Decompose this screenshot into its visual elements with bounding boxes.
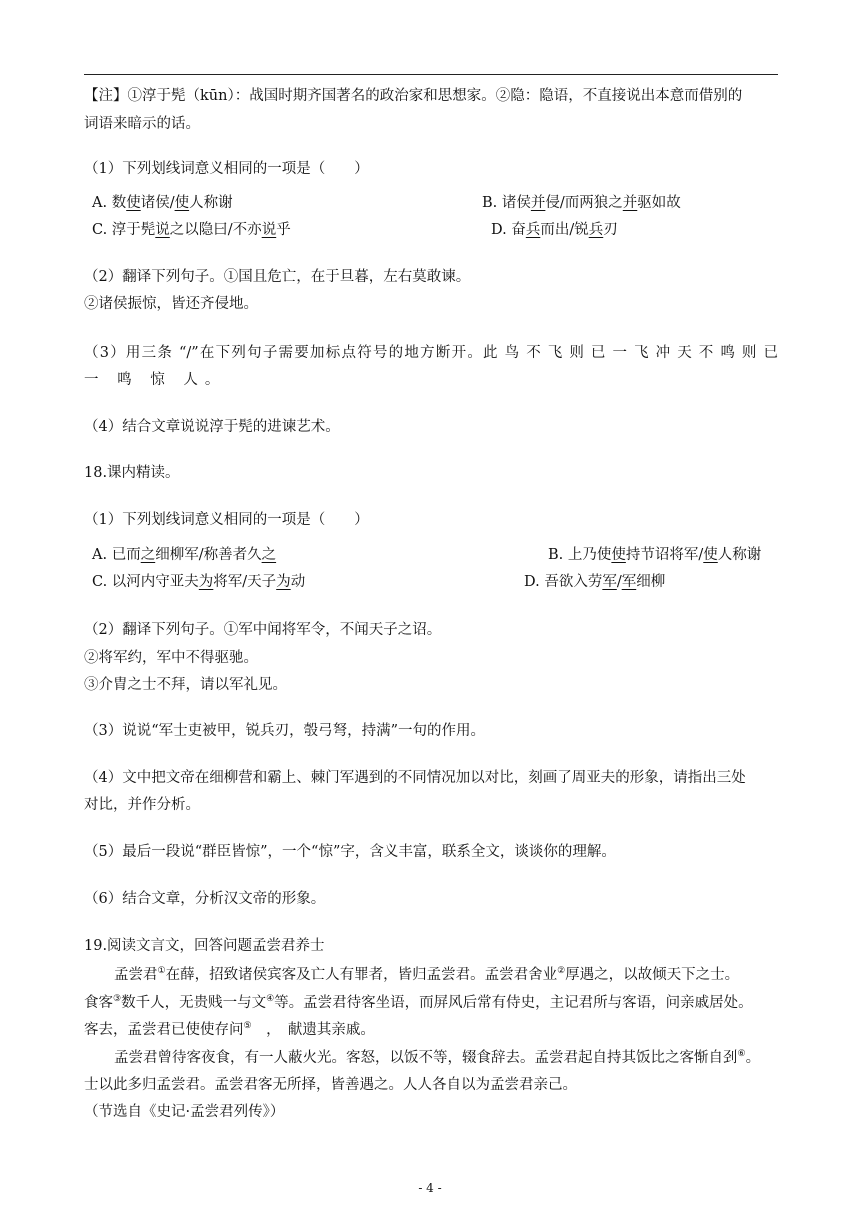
underlined-word: 之 <box>140 547 156 563</box>
page-number: - 4 - <box>418 1181 442 1195</box>
q18-p2-line-3: ③介胄之士不拜，请以军礼见。 <box>84 677 287 693</box>
q18-p4-line-1: （4）文中把文帝在细柳营和霸上、棘门军遇到的不同情况加以对比，刻画了周亚夫的形象，请指出三处 <box>84 770 746 786</box>
underlined-word: 为 <box>198 574 214 590</box>
q17-option-d[interactable]: D. 奋兵而出/锐兵刃 <box>491 222 618 238</box>
q18-option-c[interactable]: C. 以河内守亚夫为将军/天子为动 <box>92 574 306 590</box>
underlined-word: 并 <box>530 195 546 211</box>
underlined-word: 兵 <box>525 222 541 238</box>
q18-p2-line-1: （2）翻译下列句子。①军中闻将军令，不闻天子之诏。 <box>84 622 442 638</box>
q17-p3-line-2: 一 鸣 惊 人。 <box>84 372 227 388</box>
footnote-marker: ④ <box>266 994 275 1004</box>
q17-p1-stem: （1）下列划线词意义相同的一项是（ ） <box>84 161 369 177</box>
underlined-word: 使 <box>703 547 718 563</box>
q18-title: 18.课内精读。 <box>84 465 180 481</box>
q19-para1-line-1: 孟尝君①在薛，招致诸侯宾客及亡人有罪者，皆归孟尝君。孟尝君舍业②厚遇之，以故倾天下之士。 <box>114 966 740 983</box>
header-rule <box>84 74 778 75</box>
q17-p3-line-1: （3）用三条 “/”在下列句子需要加标点符号的地方断开。此 鸟 不 飞 则 已 一 飞 冲 天 不 鸣 则 已 <box>84 345 778 361</box>
underlined-word: 兵 <box>588 222 604 238</box>
q18-option-d[interactable]: D. 吾欲入劳军/军细柳 <box>524 574 666 590</box>
q18-p5: （5）最后一段说“群臣皆惊”，一个“惊”字，含义丰富，联系全文，谈谈你的理解。 <box>84 844 616 860</box>
footnote-marker: ② <box>557 966 566 976</box>
q17-p2-line-1: （2）翻译下列句子。①国且危亡，在于旦暮，左右莫敢谏。 <box>84 269 471 285</box>
q19-para1-line-2: 食客③数千人，无贵贱一与文④等。孟尝君待客坐语，而屏风后常有侍史，主记君所与客语，问亲戚居处。 <box>84 994 753 1011</box>
footnote-marker: ⑤ <box>243 1021 252 1031</box>
q17-p2-line-2: ②诸侯振惊，皆还齐侵地。 <box>84 296 258 312</box>
q18-option-b[interactable]: B. 上乃使使持节诏将军/使人称谢 <box>548 547 762 563</box>
underlined-word: 使 <box>611 547 626 563</box>
q19-para2-line-2: 士以此多归孟尝君。孟尝君客无所择，皆善遇之。人人各自以为孟尝君亲己。 <box>84 1077 577 1093</box>
q19-source: （节选自《史记·孟尝君列传》） <box>84 1104 285 1120</box>
q17-option-a[interactable]: A. 数使诸侯/使人称谢 <box>92 195 233 211</box>
footnote-marker: ③ <box>113 994 122 1004</box>
underlined-word: 之 <box>261 547 277 563</box>
q18-p4-line-2: 对比，并作分析。 <box>84 797 200 813</box>
underlined-word: 说 <box>155 222 170 238</box>
q19-para2-line-1: 孟尝君曾待客夜食，有一人蔽火光。客怒，以饭不等，辍食辞去。孟尝君起自持其饭比之客惭自刭⑥。 <box>114 1049 761 1066</box>
underlined-word: 军 <box>602 574 617 590</box>
underlined-word: 为 <box>276 574 291 590</box>
underlined-word: 使 <box>174 195 190 211</box>
q18-option-a[interactable]: A. 已而之细柳军/称善者久之 <box>92 547 277 563</box>
footnote-marker: ⑥ <box>737 1049 746 1059</box>
note-line-1: 【注】①淳于髡（kūn）：战国时期齐国著名的政治家和思想家。②隐：隐语，不直接说出本意而借别的 <box>84 88 743 104</box>
q17-p4: （4）结合文章说说淳于髡的进谏艺术。 <box>84 419 340 435</box>
q19-para1-line-3: 客去，孟尝君已使使存问⑤ ， 献遗其亲戚。 <box>84 1021 375 1038</box>
footnote-marker: ① <box>157 966 166 976</box>
q19-title: 19.阅读文言文，回答问题孟尝君养士 <box>84 938 325 954</box>
underlined-word: 说 <box>261 222 277 238</box>
q18-p3: （3）说说“军士吏被甲，锐兵刃，彀弓弩，持满”一句的作用。 <box>84 723 486 739</box>
q18-p6: （6）结合文章，分析汉文帝的形象。 <box>84 891 326 907</box>
q18-p1-stem: （1）下列划线词意义相同的一项是（ ） <box>84 512 369 528</box>
q17-option-b[interactable]: B. 诸侯并侵/而两狼之并驱如故 <box>482 195 681 211</box>
q18-p2-line-2: ②将军约，军中不得驱驰。 <box>84 650 258 666</box>
underlined-word: 军 <box>621 574 637 590</box>
q17-option-c[interactable]: C. 淳于髡说之以隐曰/不亦说乎 <box>92 222 291 238</box>
underlined-word: 使 <box>126 195 141 211</box>
underlined-word: 并 <box>622 195 638 211</box>
note-line-2: 词语来暗示的话。 <box>84 116 200 132</box>
